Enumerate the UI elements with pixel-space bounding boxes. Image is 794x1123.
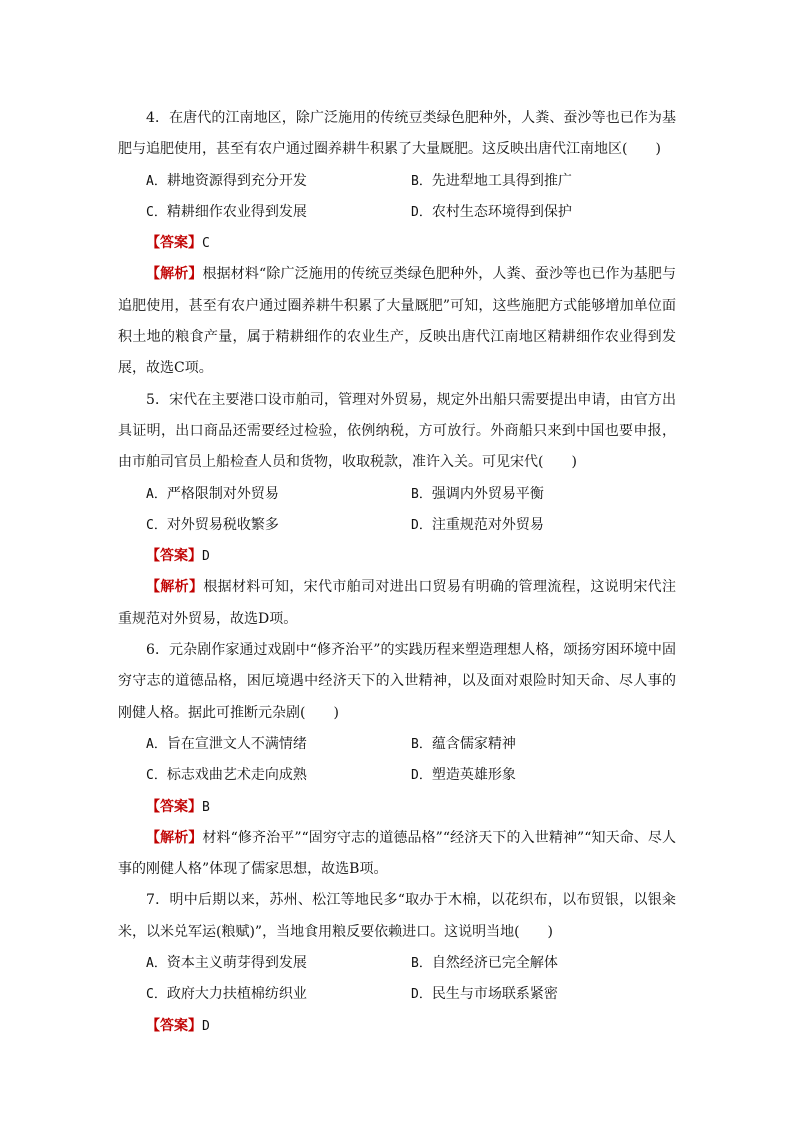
option-b: B．强调内外贸易平衡	[411, 485, 544, 502]
analysis-text: 根据材料可知，宋代市舶司对进出口贸易有明确的管理流程，这说明宋代注重规范对外贸易，故选D项。	[118, 579, 677, 627]
answer-value: D	[202, 1018, 210, 1034]
question-stem-6: 6．元杂剧作家通过戏剧中“修齐治平”的实践历程来塑造理想人格，颂扬穷困环境中固穷守志的道德品格，困厄境遇中经济天下的入世精神，以及面对艰险时知天命、尽人事的刚健人格。据此可推断元杂剧( )	[118, 642, 676, 721]
analysis-6	[118, 823, 676, 886]
analysis-4	[118, 259, 676, 384]
options-7	[118, 948, 676, 1011]
answer-tag: 【答案】	[146, 235, 202, 252]
question-stem-5: 5．宋代在主要港口设市舶司，管理对外贸易，规定外出船只需要提出申请，由官方出具证明，出口商品还需要经过检验，依例纳税，方可放行。外商船只来到中国也要申报，由市舶司官员上船检查人员和货物，收取税款，准许入关。可见宋代( )	[118, 391, 676, 471]
option-d: D．民生与市场联系紧密	[411, 986, 558, 1003]
answer-value: B	[202, 799, 210, 815]
analysis-tag: 【解析】	[146, 829, 203, 846]
question-stem-7: 7．明中后期以来，苏州、松江等地民多“取办于木棉，以花织布，以布贸银，以银籴米，以米兑军运(粮赋)”，当地食用粮反要依赖进口。这说明当地( )	[118, 892, 676, 940]
option-b: B．自然经济已完全解体	[411, 955, 558, 972]
option-d: D．塑造英雄形象	[411, 767, 516, 784]
option-a: A．资本主义萌芽得到发展	[146, 955, 307, 972]
option-c: C．政府大力扶植棉纺织业	[146, 986, 307, 1003]
analysis-text: 材料“修齐治平”“固穷守志的道德品格”“经济天下的入世精神”“知天命、尽人事的刚健人格”体现了儒家思想，故选B项。	[118, 829, 676, 878]
analysis-tag: 【解析】	[146, 266, 203, 283]
question-content	[118, 103, 676, 1042]
analysis-tag: 【解析】	[146, 579, 204, 596]
answer-tag: 【答案】	[146, 798, 202, 815]
answer-value: C	[202, 236, 210, 252]
answer-6	[118, 792, 676, 823]
answer-tag: 【答案】	[146, 1017, 202, 1034]
option-d: D．注重规范对外贸易	[411, 516, 544, 533]
option-c: C．标志戏曲艺术走向成熟	[146, 767, 307, 784]
option-a: A．旨在宣泄文人不满情绪	[146, 735, 307, 752]
answer-7	[118, 1011, 676, 1042]
option-a: A．严格限制对外贸易	[146, 485, 279, 502]
question-stem-4: 4．在唐代的江南地区，除广泛施用的传统豆类绿色肥种外，人粪、蚕沙等也已作为基肥与追肥使用，甚至有农户通过圈养耕牛积累了大量厩肥。这反映出唐代江南地区( )	[118, 110, 676, 158]
options-6	[118, 729, 676, 792]
option-b: B．先进犁地工具得到推广	[411, 172, 572, 189]
answer-5	[118, 541, 676, 572]
option-c: C．精耕细作农业得到发展	[146, 203, 307, 220]
option-a: A．耕地资源得到充分开发	[146, 172, 307, 189]
answer-4	[118, 228, 676, 259]
option-d: D．农村生态环境得到保护	[411, 203, 572, 220]
analysis-5	[118, 572, 676, 635]
analysis-text: 根据材料“除广泛施用的传统豆类绿色肥种外，人粪、蚕沙等也已作为基肥与追肥使用，甚至有农户通过圈养耕牛积累了大量厩肥”可知，这些施肥方式能够增加单位面积土地的粮食产量，属于精耕细作的农业生产，反映出唐代江南地区精耕细作农业得到发展，故选C项。	[118, 266, 677, 377]
options-5	[118, 479, 676, 542]
option-b: B．蕴含儒家精神	[411, 735, 516, 752]
option-c: C．对外贸易税收繁多	[146, 516, 279, 533]
answer-tag: 【答案】	[146, 548, 202, 565]
answer-value: D	[202, 549, 210, 565]
options-4	[118, 166, 676, 229]
